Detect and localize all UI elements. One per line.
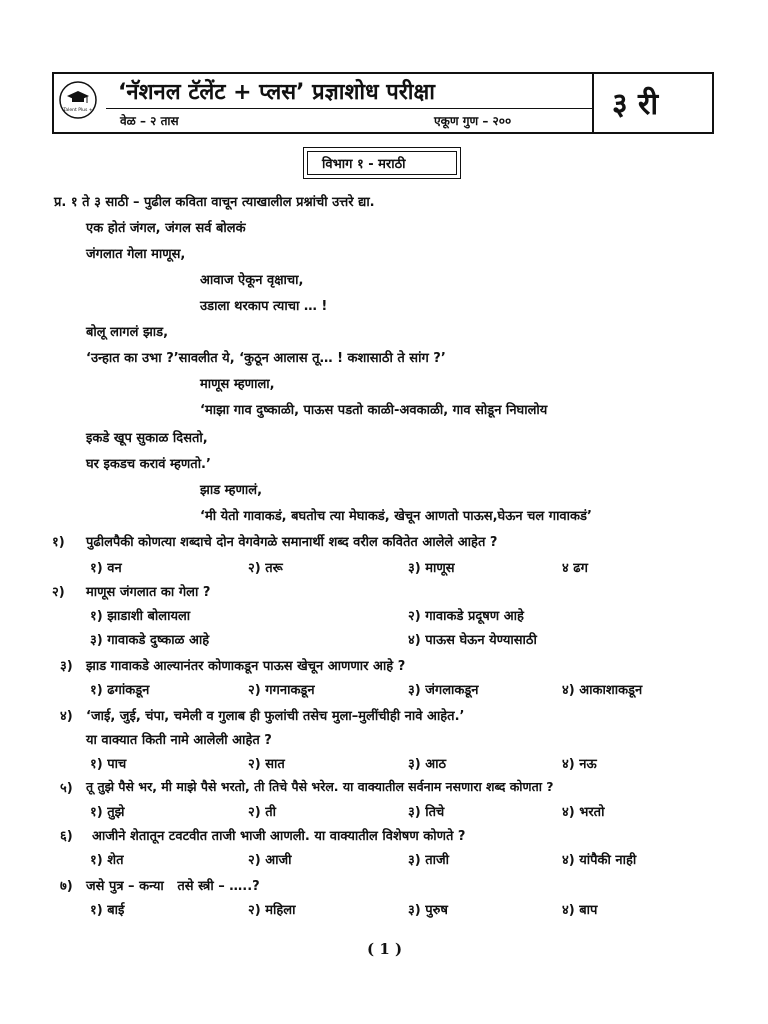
instruction: प्र. १ ते ३ साठी – पुढील कविता वाचून त्याखालील प्रश्नांची उत्तरे द्या. xyxy=(54,195,375,210)
option: ४) भरतो xyxy=(562,805,605,820)
option: २) महिला xyxy=(248,903,296,918)
option: २) आजी xyxy=(248,853,292,868)
section-title: विभाग १ - मराठी xyxy=(322,157,406,172)
poem-line: जंगलात गेला माणूस, xyxy=(86,247,186,262)
option: १) शेत xyxy=(90,853,124,868)
header-rule xyxy=(106,108,592,109)
option: २) ती xyxy=(248,805,277,820)
question-number: १) xyxy=(52,535,65,550)
question-number: ३) xyxy=(60,659,73,674)
option: १) तुझे xyxy=(90,805,125,820)
option: २) गगनाकडून xyxy=(248,683,315,698)
question-text-cont: या वाक्यात किती नामे आलेली आहेत ? xyxy=(86,733,272,748)
question-text: तू तुझे पैसे भर, मी माझे पैसे भरतो, ती तिचे पैसे भरेल. या वाक्यातील सर्वनाम नसणारा शब्द कोणता ? xyxy=(86,779,554,794)
question-number: २) xyxy=(52,585,65,600)
option: २) गावाकडे प्रदूषण आहे xyxy=(408,609,524,624)
talent-plus-logo-icon xyxy=(58,80,98,120)
option: ३) जंगलाकडून xyxy=(408,683,479,698)
poem-line: ‘उन्हात का उभा ?’सावलीत ये, ‘कुठून आलास तू… ! कशासाठी ते सांग ?’ xyxy=(86,351,446,366)
question-number: ५) xyxy=(60,781,73,796)
option: ३) पुरुष xyxy=(408,903,448,918)
option: १) वन xyxy=(90,561,122,576)
question-text: ‘जाई, जुई, चंपा, चमेली व गुलाब ही फुलांची तसेच मुला–मुलींचीही नावे आहेत.’ xyxy=(86,709,465,724)
option: १) पाच xyxy=(90,757,127,772)
poem-line: आवाज ऐकून वृक्षाचा, xyxy=(200,273,304,288)
option: ३) तिचे xyxy=(408,805,445,820)
page-number: ( 1 ) xyxy=(367,940,403,958)
poem-line: एक होतं जंगल, जंगल सर्व बोलकं xyxy=(86,221,246,236)
option: २) सात xyxy=(248,757,285,772)
option: ३) माणूस xyxy=(408,561,455,576)
svg-text:Talent Plus +: Talent Plus + xyxy=(63,108,93,113)
header-divider xyxy=(592,72,594,134)
poem-line: माणूस म्हणाला, xyxy=(200,377,275,392)
question-number: ७) xyxy=(60,879,73,894)
question-text: जसे पुत्र – कन्या तसे स्त्री – …..? xyxy=(86,879,260,894)
question-number: ४) xyxy=(60,709,73,724)
option: ४) यांपैकी नाही xyxy=(562,853,637,868)
option: १) ढगांकडून xyxy=(90,683,150,698)
question-text: आजीने शेतातून टवटवीत ताजी भाजी आणली. या वाक्यातील विशेषण कोणते ? xyxy=(92,829,466,844)
option: १) बाई xyxy=(90,903,125,918)
option: ४) आकाशाकडून xyxy=(562,683,643,698)
poem-line: घर इकडच करावं म्हणतो.’ xyxy=(86,457,211,472)
page-title: ‘नॅशनल टॅलेंट + प्लस’ प्रज्ञाशोध परीक्षा xyxy=(118,80,435,105)
option: ४ ढग xyxy=(562,561,588,576)
option: ४) बाप xyxy=(562,903,598,918)
poem-line: ‘माझा गाव दुष्काळी, पाऊस पडतो काळी-अवकाळी, गाव सोडून निघालोय xyxy=(200,403,548,418)
poem-line: इकडे खूप सुकाळ दिसतो, xyxy=(86,431,208,446)
poem-line: झाड म्हणालं, xyxy=(200,483,263,498)
question-text: पुढीलपैकी कोणत्या शब्दाचे दोन वेगवेगळे समानार्थी शब्द वरील कवितेत आलेले आहेत ? xyxy=(86,535,498,550)
question-number: ६) xyxy=(60,829,73,844)
option: १) झाडाशी बोलायला xyxy=(90,609,191,624)
option: ३) आठ xyxy=(408,757,447,772)
option: ३) ताजी xyxy=(408,853,450,868)
grade-label: ३ री xyxy=(612,87,659,122)
poem-line: बोलू लागलं झाड, xyxy=(86,325,169,340)
total-marks: एकूण गुण – २०० xyxy=(434,114,512,128)
option: २) तरू xyxy=(248,561,283,576)
option: ३) गावाकडे दुष्काळ आहे xyxy=(90,633,210,648)
question-text: झाड गावाकडे आल्यानंतर कोणाकडून पाऊस खेचून आणणार आहे ? xyxy=(86,659,406,674)
question-text: माणूस जंगलात का गेला ? xyxy=(86,585,211,600)
option: ४) नऊ xyxy=(562,757,597,772)
poem-line: उडाला थरकाप त्याचा … ! xyxy=(200,299,328,314)
option: ४) पाऊस घेऊन येण्यासाठी xyxy=(408,633,537,648)
poem-line: ‘मी येतो गावाकडं, बघतोच त्या मेघाकडं, खेचून आणतो पाऊस,घेऊन चल गावाकडं’ xyxy=(200,509,592,524)
exam-time: वेळ – २ तास xyxy=(120,114,179,128)
